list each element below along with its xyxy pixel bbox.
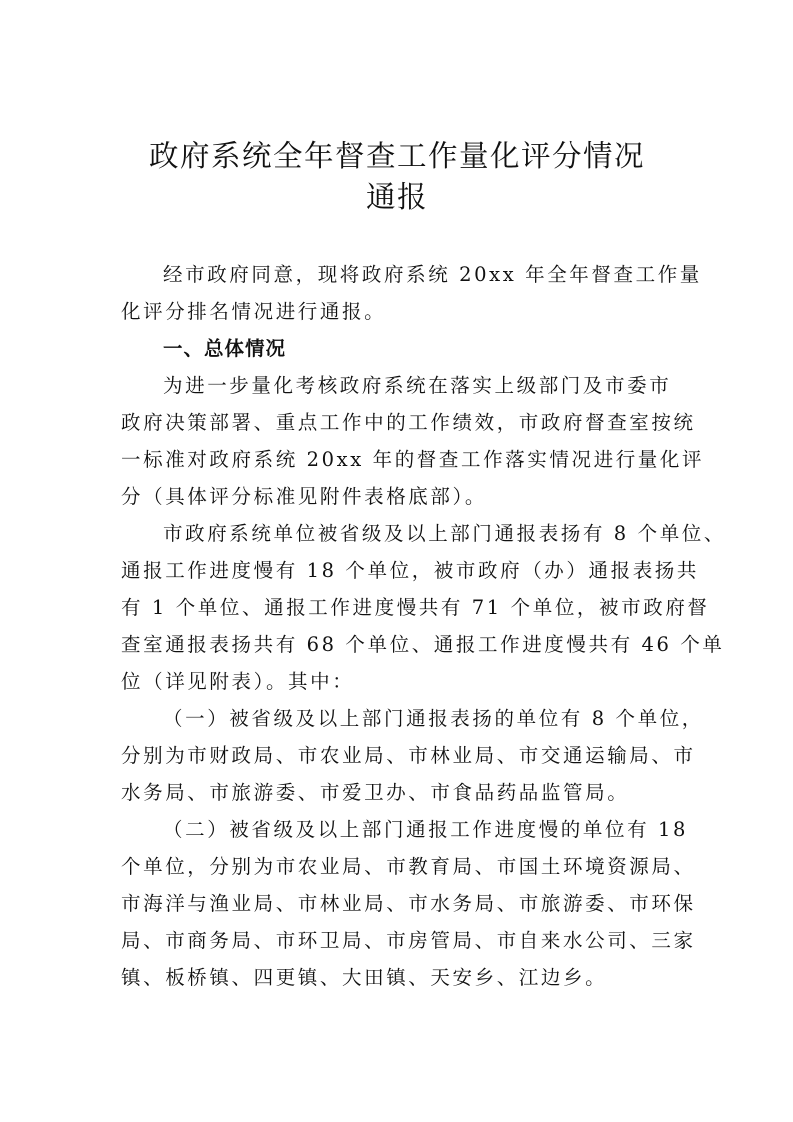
title-line-1: 政府系统全年督查工作量化评分情况	[148, 139, 645, 173]
section-heading-text: 一、总体情况	[163, 337, 287, 360]
slow-units-paragraph	[121, 811, 696, 996]
text-line: 通报工作进度慢有 18 个单位，被市政府（办）通报表扬共	[121, 559, 700, 582]
document-title	[121, 136, 673, 218]
document-body	[121, 256, 727, 996]
intro-paragraph	[121, 256, 702, 330]
text-line: 市政府系统单位被省级及以上部门通报表扬有 8 个单位、	[163, 522, 727, 545]
text-line: 政府决策部署、重点工作中的工作绩效，市政府督查室按统	[121, 411, 696, 434]
text-line: 市海洋与渔业局、市林业局、市水务局、市旅游委、市环保	[121, 892, 696, 915]
summary-paragraph	[121, 515, 727, 700]
text-line: 一标准对政府系统 20xx 年的督查工作落实情况进行量化评	[121, 448, 705, 471]
text-line: 水务局、市旅游委、市爱卫办、市食品药品监管局。	[121, 781, 630, 804]
text-line: （二）被省级及以上部门通报工作进度慢的单位有 18	[163, 818, 689, 841]
section-heading	[121, 330, 673, 367]
text-line: 化评分排名情况进行通报。	[121, 300, 387, 323]
text-line: 经市政府同意，现将政府系统 20xx 年全年督查工作量	[163, 263, 702, 286]
praised-units-paragraph	[121, 700, 704, 811]
text-line: 个单位，分别为市农业局、市教育局、市国土环境资源局、	[121, 855, 696, 878]
text-line: 位（详见附表）。其中：	[121, 670, 355, 693]
text-line: 镇、板桥镇、四更镇、大田镇、天安乡、江边乡。	[121, 966, 608, 989]
text-line: 查室通报表扬共有 68 个单位、通报工作进度慢共有 46 个单	[121, 633, 725, 656]
purpose-paragraph	[121, 367, 705, 515]
text-line: 为进一步量化考核政府系统在落实上级部门及市委市	[163, 374, 672, 397]
text-line: （一）被省级及以上部门通报表扬的单位有 8 个单位，	[163, 707, 704, 730]
title-line-2: 通报	[365, 180, 428, 214]
text-line: 分（具体评分标准见附件表格底部）。	[121, 485, 487, 508]
text-line: 分别为市财政局、市农业局、市林业局、市交通运输局、市	[121, 744, 696, 767]
text-line: 有 1 个单位、通报工作进度慢共有 71 个单位，被市政府督	[121, 596, 710, 619]
text-line: 局、市商务局、市环卫局、市房管局、市自来水公司、三家	[121, 929, 696, 952]
